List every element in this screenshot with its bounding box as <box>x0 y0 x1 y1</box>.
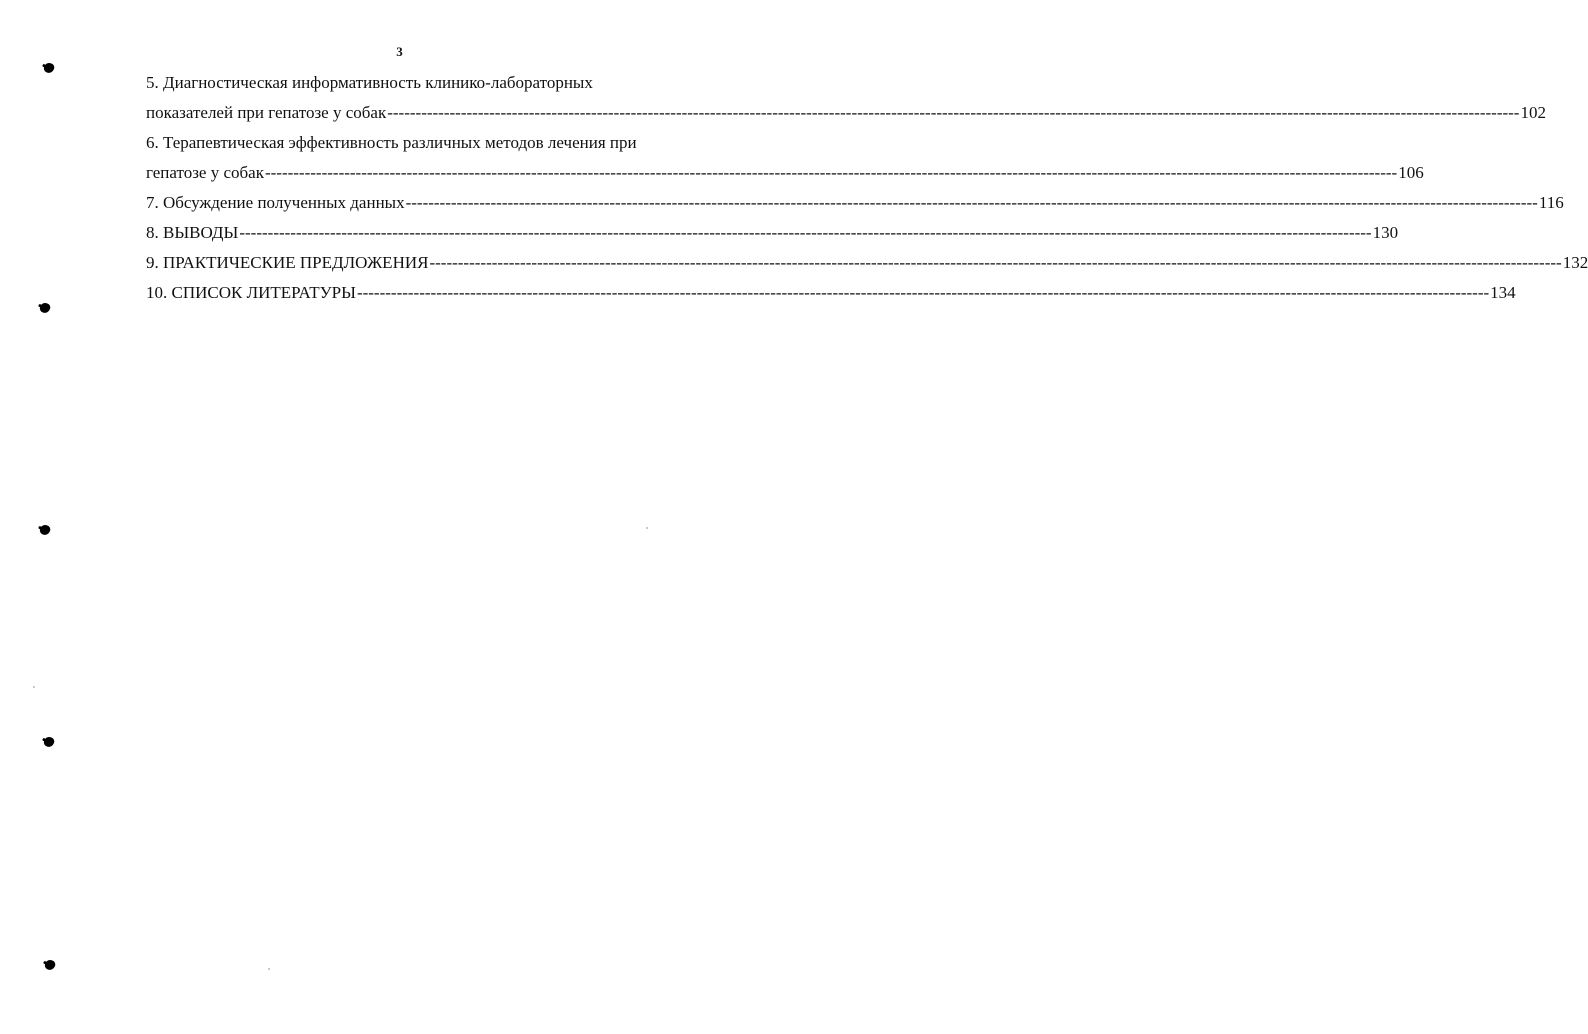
dot-leader: -------------------------------------------------------------------------------------------------------------------------------------------------------------------------------------------------------- <box>239 223 1372 242</box>
punch-hole-mark <box>44 959 57 972</box>
table-of-contents <box>146 68 1588 308</box>
toc-line <box>146 248 1588 278</box>
toc-page-number: 116 <box>1538 193 1564 212</box>
toc-line <box>146 158 1424 188</box>
toc-page-number: 102 <box>1520 103 1546 122</box>
toc-entry-text: гепатозе у собак <box>146 163 264 182</box>
toc-entry-text: 5. Диагностическая информативность клинико-лабораторных <box>146 73 593 92</box>
scan-speck <box>646 527 648 529</box>
toc-line <box>146 218 1399 248</box>
dot-leader: -------------------------------------------------------------------------------------------------------------------------------------------------------------------------------------------------------- <box>356 283 1490 302</box>
toc-entry-text: показателей при гепатозе у собак <box>146 103 387 122</box>
dot-leader: -------------------------------------------------------------------------------------------------------------------------------------------------------------------------------------------------------- <box>264 163 1398 182</box>
toc-page-number: 130 <box>1372 223 1399 242</box>
punch-hole-mark <box>43 62 56 75</box>
toc-entry-text: 9. ПРАКТИЧЕСКИЕ ПРЕДЛОЖЕНИЯ <box>146 253 429 272</box>
toc-entry-text: 8. ВЫВОДЫ <box>146 223 239 242</box>
toc-entry-text: 6. Терапевтическая эффективность различных методов лечения при <box>146 133 637 152</box>
dot-leader: -------------------------------------------------------------------------------------------------------------------------------------------------------------------------------------------------------- <box>387 103 1520 122</box>
toc-line <box>146 278 1516 308</box>
toc-line <box>146 68 702 98</box>
toc-entry-text: 7. Обсуждение полученных данных <box>146 193 405 212</box>
toc-line <box>146 98 1546 128</box>
punch-hole-mark <box>39 524 52 537</box>
punch-hole-mark <box>43 736 56 749</box>
toc-line <box>146 188 1564 218</box>
page-number: 3 <box>396 44 403 59</box>
toc-page-number: 132 <box>1562 253 1588 272</box>
toc-page-number: 106 <box>1398 163 1424 182</box>
dot-leader: -------------------------------------------------------------------------------------------------------------------------------------------------------------------------------------------------------- <box>405 193 1538 212</box>
dot-leader: -------------------------------------------------------------------------------------------------------------------------------------------------------------------------------------------------------- <box>429 253 1562 272</box>
toc-page-number: 134 <box>1490 283 1516 302</box>
toc-line <box>146 128 702 158</box>
toc-entry-text: 10. СПИСОК ЛИТЕРАТУРЫ <box>146 283 356 302</box>
scan-speck <box>268 968 270 970</box>
scan-speck <box>33 686 35 688</box>
punch-hole-mark <box>39 302 52 315</box>
